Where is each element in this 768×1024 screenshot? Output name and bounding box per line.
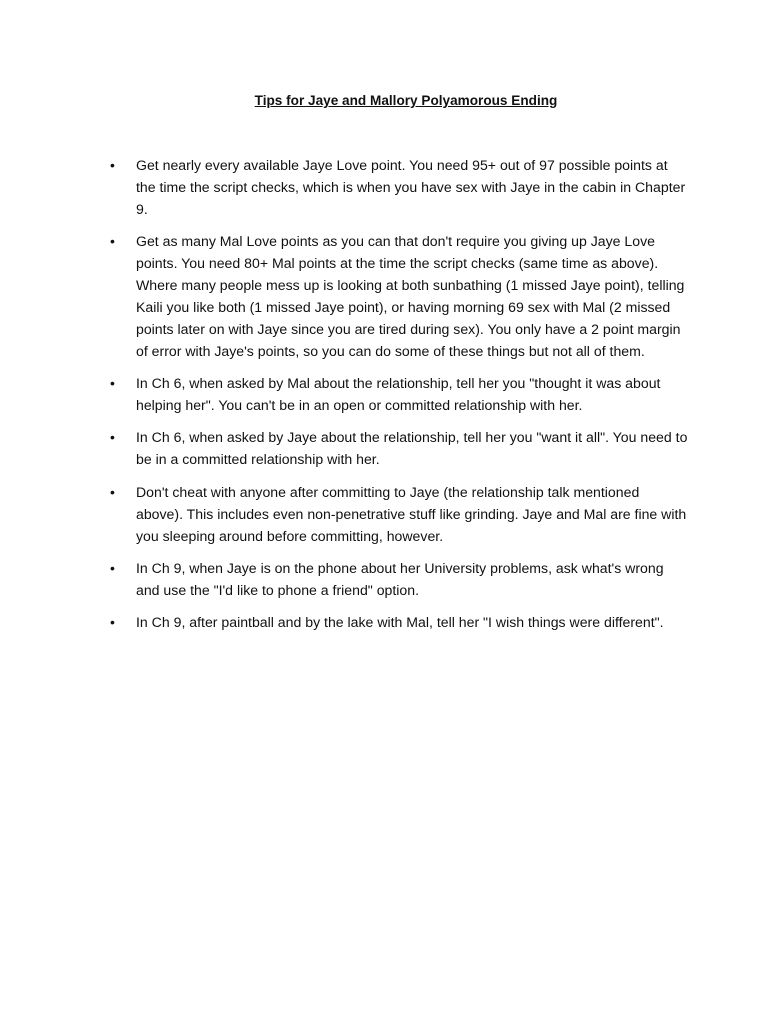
tip-text: In Ch 9, when Jaye is on the phone about her University problems, ask what's wrong and use the "I'd like to phone a friend" option. xyxy=(136,560,664,598)
bullet-icon: • xyxy=(110,560,115,576)
list-item xyxy=(110,612,690,634)
list-item xyxy=(110,427,690,471)
tip-text: Get nearly every available Jaye Love point. You need 95+ out of 97 possible points at the time the script checks, which is when you have sex with Jaye in the cabin in Chapter 9. xyxy=(136,157,686,217)
document-title: Tips for Jaye and Mallory Polyamorous Ending xyxy=(254,93,558,108)
bullet-icon: • xyxy=(110,429,115,446)
list-item xyxy=(110,373,690,417)
bullet-icon: • xyxy=(110,375,115,392)
list-item xyxy=(110,482,690,548)
tip-text: Get as many Mal Love points as you can that don't require you giving up Jaye Love points. You need 80+ Mal points at the time the script checks (same time as above). Where many people mess up is looking at both sunbathing (1 missed Jaye point), telling Kaili you like both (1 missed Jaye point), or having morning 69 sex with Mal (2 missed points later on with Jaye since you are tired during sex). You only have a 2 point margin of error with Jaye's points, so you can do some of these things but not all of them. xyxy=(136,233,685,359)
list-item xyxy=(110,155,690,221)
tips-list xyxy=(110,155,690,645)
bullet-icon: • xyxy=(110,157,115,173)
tip-text: In Ch 9, after paintball and by the lake with Mal, tell her "I wish things were different". xyxy=(136,614,664,631)
bullet-icon: • xyxy=(110,483,115,500)
tip-text: In Ch 6, when asked by Mal about the relationship, tell her you "thought it was about helping her". You can't be in an open or committed relationship with her. xyxy=(136,375,661,414)
list-item xyxy=(110,231,690,362)
tip-text: In Ch 6, when asked by Jaye about the relationship, tell her you "want it all". You need to be in a committed relationship with her. xyxy=(136,429,688,468)
list-item xyxy=(110,558,690,602)
bullet-icon: • xyxy=(110,233,115,250)
tip-text: Don't cheat with anyone after committing to Jaye (the relationship talk mentioned above). This includes even non-penetrative stuff like grinding. Jaye and Mal are fine with you sleeping around before committing, however. xyxy=(136,483,687,544)
bullet-icon: • xyxy=(110,614,115,631)
